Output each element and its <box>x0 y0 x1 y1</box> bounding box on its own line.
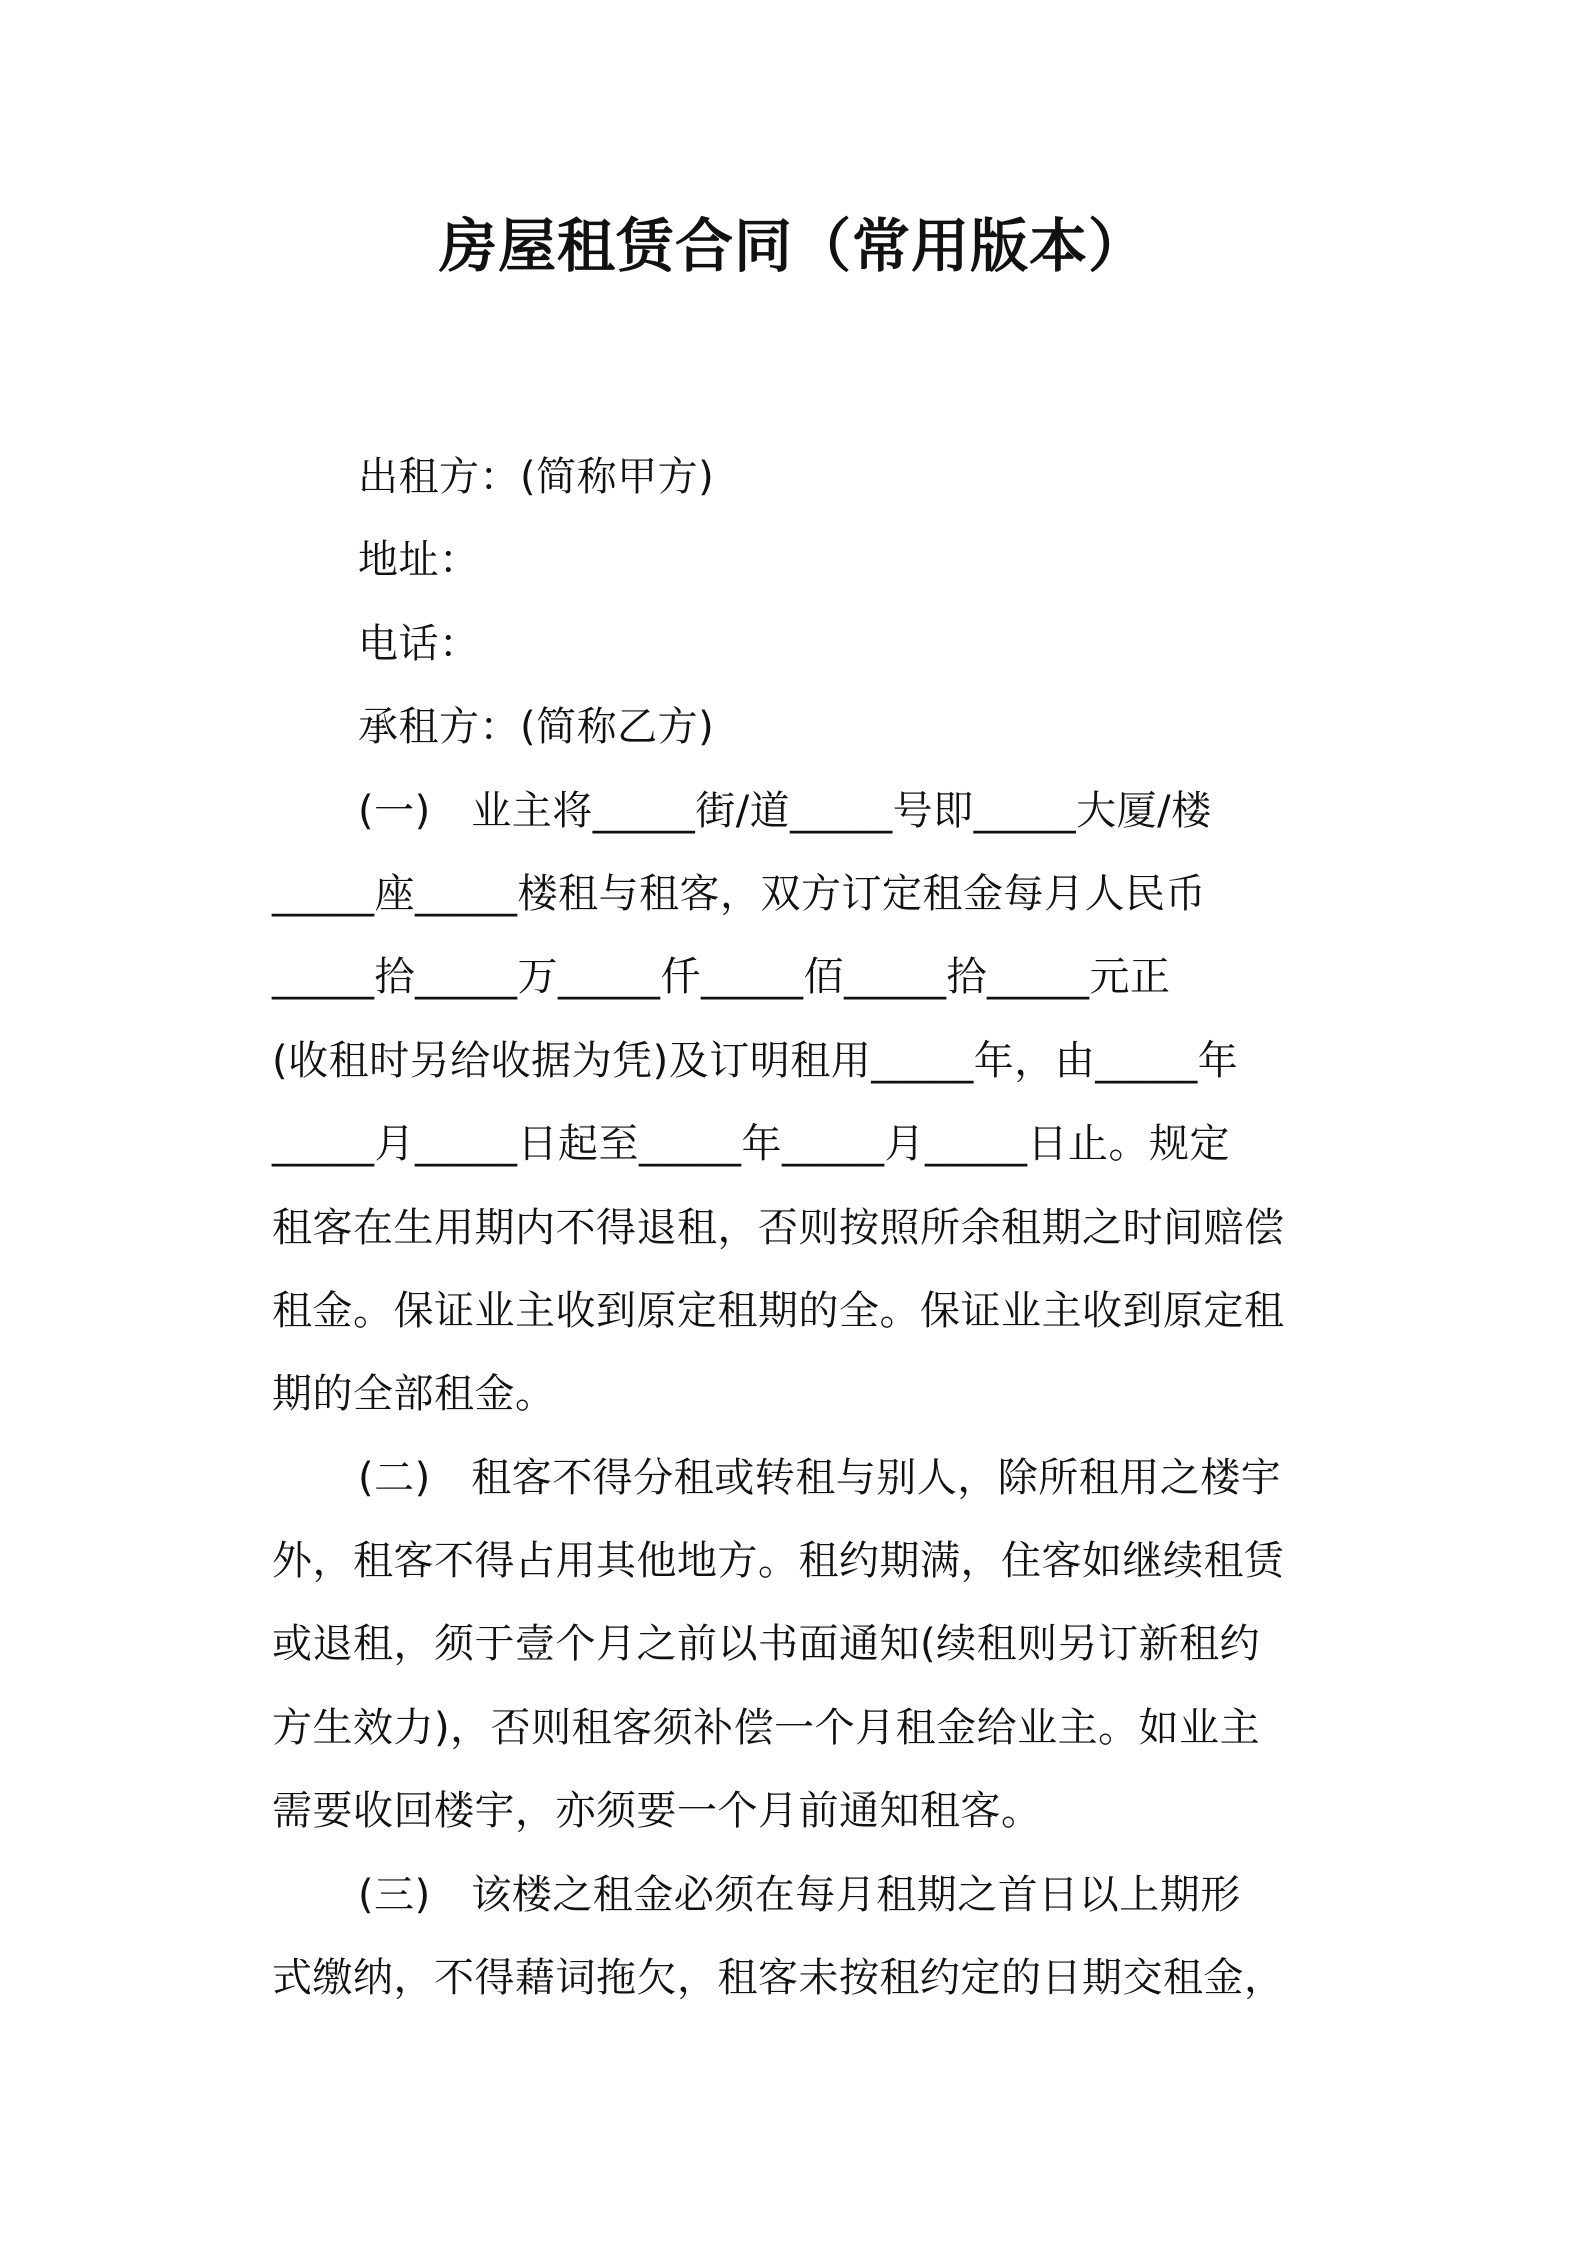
clause-line: 方生效力)，否则租客须补偿一个月租金给业主。如业主 <box>272 1704 1261 1751</box>
clause-3 <box>272 1854 1322 2021</box>
clause-2 <box>272 1437 1322 1854</box>
clause-line: _____拾_____万_____仟_____佰_____拾_____元正 <box>272 954 1171 1001</box>
clause-line: 需要收回楼宇，亦须要一个月前通知租客。 <box>272 1788 1042 1835</box>
document-title: 房屋租赁合同（常用版本） <box>438 212 1147 280</box>
clause-line: (收租时另给收据为凭)及订明租用_____年，由_____年 <box>272 1037 1239 1084</box>
clause-line: (一) 业主将_____街/道_____号即_____大厦/楼 <box>358 787 1212 834</box>
lessee-field: 承租方：(简称乙方) <box>358 704 715 751</box>
document-body <box>272 436 1322 2020</box>
address-field: 地址： <box>358 537 480 584</box>
clause-line: _____座_____楼租与租客，双方订定租金每月人民币 <box>272 870 1206 917</box>
clause-line: 租客在生用期内不得退租，否则按照所余租期之时间赔偿 <box>272 1204 1285 1251</box>
clause-line: (三) 该楼之租金必须在每月租期之首日以上期形 <box>358 1871 1241 1918</box>
clause-line: (二) 租客不得分租或转租与别人，除所租用之楼宇 <box>358 1454 1282 1501</box>
clause-line: 式缴纳，不得藉词拖欠，租客未按租约定的日期交租金， <box>272 1955 1285 2002</box>
clause-1 <box>272 770 1322 1437</box>
clause-line: _____月_____日起至_____年_____月_____日止。规定 <box>272 1121 1230 1168</box>
lessor-field: 出租方：(简称甲方) <box>358 454 715 500</box>
clause-line: 期的全部租金。 <box>272 1371 556 1418</box>
clause-line: 或退租，须于壹个月之前以书面通知(续租则另订新租约 <box>272 1621 1261 1668</box>
clause-line: 租金。保证业主收到原定租期的全。保证业主收到原定租 <box>272 1287 1285 1334</box>
clause-line: 外，租客不得占用其他地方。租约期满，住客如继续租赁 <box>272 1538 1285 1585</box>
phone-field: 电话： <box>358 620 480 667</box>
